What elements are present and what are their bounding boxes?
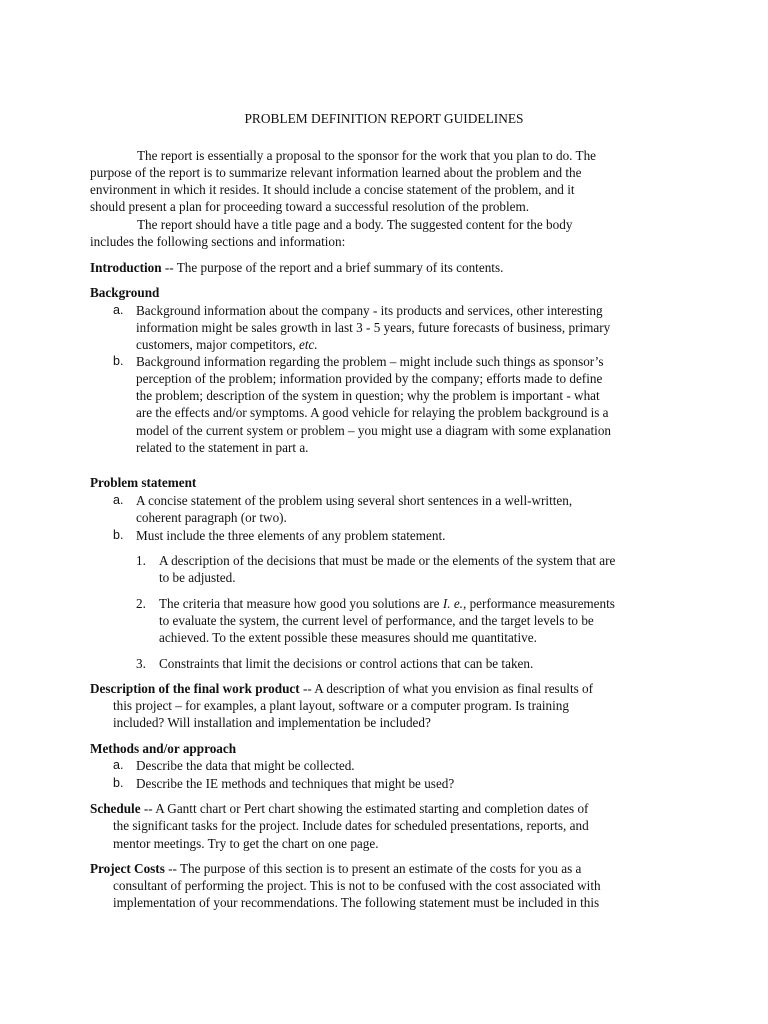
costs-section: Project Costs -- The purpose of this section is to present an estimate of the costs for you as a: [90, 861, 582, 876]
section-heading: Problem statement: [90, 475, 197, 490]
list-item-line: The criteria that measure how good you solutions are I. e., performance measurements: [159, 596, 615, 611]
list-marker: 2.: [136, 596, 146, 611]
section-text-line: consultant of performing the project. This is not to be confused with the cost associated with: [113, 878, 601, 893]
list-item-line: Background information regarding the problem – might include such things as sponsor’s: [136, 354, 604, 369]
section-text-line: this project – for examples, a plant layout, software or a computer program. Is training: [113, 698, 569, 713]
list-marker: a.: [113, 303, 124, 317]
list-item-line: coherent paragraph (or two).: [136, 510, 287, 525]
list-item-line: the problem; description of the system in question; why the problem is important - what: [136, 388, 600, 403]
list-item-line: perception of the problem; information provided by the company; efforts made to define: [136, 371, 603, 386]
list-item-line: to evaluate the system, the current level of performance, and the target levels to be: [159, 613, 594, 628]
list-item-line: to be adjusted.: [159, 570, 236, 585]
list-marker: 1.: [136, 553, 146, 568]
list-marker: a.: [113, 758, 124, 772]
list-item-line: model of the current system or problem – you might use a diagram with some explanation: [136, 423, 612, 438]
final-product-section: Description of the final work product -- A description of what you envision as final results of: [90, 681, 594, 696]
section-heading: Project Costs: [90, 861, 165, 876]
list-item-line: Describe the data that might be collected.: [136, 758, 355, 773]
list-item-line: are the effects and/or symptoms. A good vehicle for relaying the problem background is a: [136, 405, 609, 420]
schedule-section: Schedule -- A Gantt chart or Pert chart showing the estimated starting and completion dates of: [90, 801, 589, 816]
section-text-line: included? Will installation and implementation be included?: [113, 715, 431, 730]
list-item-line: achieved. To the extent possible these measures should me quantitative.: [159, 630, 537, 645]
intro-line: should present a plan for proceeding toward a successful resolution of the problem.: [90, 199, 530, 214]
list-item-line: A description of the decisions that must be made or the elements of the system that are: [159, 553, 616, 568]
section-text: -- The purpose of the report and a brief summary of its contents.: [161, 260, 504, 275]
list-marker: 3.: [136, 656, 146, 671]
intro-line: includes the following sections and information:: [90, 234, 346, 249]
section-heading: Methods and/or approach: [90, 741, 237, 756]
section-heading: Description of the final work product: [90, 681, 300, 696]
intro-line: The report should have a title page and a body. The suggested content for the body: [137, 217, 573, 232]
section-text-line: the significant tasks for the project. Include dates for scheduled presentations, reports, and: [113, 818, 589, 833]
introduction-section: [90, 259, 503, 276]
list-marker: b.: [113, 776, 124, 790]
list-marker: a.: [113, 493, 124, 507]
section-heading: Introduction: [90, 260, 162, 275]
list-item-line: customers, major competitors, etc.: [136, 337, 318, 352]
section-text-line: implementation of your recommendations. The following statement must be included in this: [113, 895, 600, 910]
list-marker: b.: [113, 354, 124, 368]
list-item-line: A concise statement of the problem using several short sentences in a well-written,: [136, 493, 573, 508]
page-title: PROBLEM DEFINITION REPORT GUIDELINES: [244, 111, 524, 126]
list-item-line: Background information about the company - its products and services, other interesting: [136, 303, 603, 318]
section-heading: Schedule: [90, 801, 141, 816]
intro-line: purpose of the report is to summarize relevant information learned about the problem and the: [90, 165, 582, 180]
list-item-line: related to the statement in part a.: [136, 440, 309, 455]
list-marker: b.: [113, 528, 124, 542]
list-item-line: Constraints that limit the decisions or control actions that can be taken.: [159, 656, 534, 671]
list-item-line: Must include the three elements of any problem statement.: [136, 528, 446, 543]
intro-line: The report is essentially a proposal to the sponsor for the work that you plan to do. The: [137, 148, 597, 163]
intro-line: environment in which it resides. It should include a concise statement of the problem, and it: [90, 182, 575, 197]
section-heading: Background: [90, 285, 160, 300]
list-item-line: information might be sales growth in last 3 - 5 years, future forecasts of business, primary: [136, 320, 611, 335]
list-item-line: Describe the IE methods and techniques that might be used?: [136, 776, 455, 791]
section-text-line: mentor meetings. Try to get the chart on one page.: [113, 836, 379, 851]
